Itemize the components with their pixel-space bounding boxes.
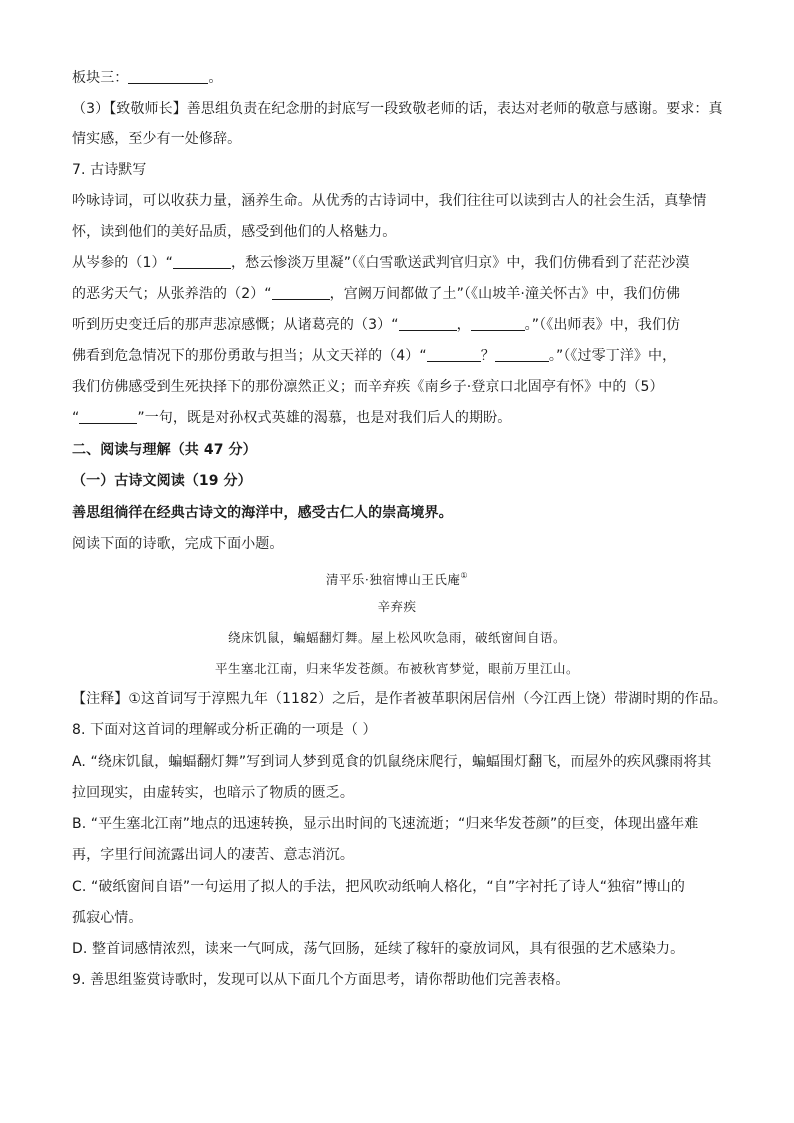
q8-option-b-line1[interactable]: B. “平生塞北江南”地点的迅速转换，显示出时间的飞速流逝；“归来华发苍颜”的巨变，体现出盛年难: [72, 816, 699, 832]
answer-blank-4b[interactable]: [495, 347, 549, 362]
poem-line1: 绕床饥鼠，蝙蝠翻灯舞。屋上松风吹急雨，破纸窗间自语。: [227, 630, 566, 645]
answer-blank-2[interactable]: [272, 285, 330, 300]
q7-title: 7. 古诗默写: [72, 162, 147, 178]
q8-option-d[interactable]: D. 整首词感情浓烈，读来一气呵成，荡气回肠，延续了稼轩的豪放词风，具有很强的艺术感染力。: [72, 941, 685, 957]
poem-note: 【注释】①这首词写于淳熙九年（1182）之后，是作者被革职闲居信州（今江西上饶）带湖时期的作品。: [72, 691, 727, 707]
q7-line4: 佛看到危急情况下的那份勇敢与担当；从文天祥的（4）“ ？ 。”（《过零丁洋》中，: [72, 348, 677, 364]
answer-blank-3a[interactable]: [399, 316, 457, 331]
q8-option-a-line1[interactable]: A. “绕床饥鼠，蝙蝠翻灯舞”写到词人梦到觅食的饥鼠绕床爬行，蝙蝠围灯翻飞，而屋外的疾风骤雨将其: [72, 754, 712, 770]
q7-line6: “ ”一句，既是对孙权式英雄的渴慕，也是对我们后人的期盼。: [72, 410, 512, 426]
q6-3-line2: 情实感，至少有一处修辞。: [72, 131, 242, 147]
q7-line5: 我们仿佛感受到生死抉择下的那份凛然正义；而辛弃疾《南乡子·登京口北固亭有怀》中的（5）: [72, 379, 664, 395]
block3-label: 板块三：: [72, 70, 129, 86]
section-heading: 二、阅读与理解（共 47 分）: [72, 442, 257, 458]
poem-line2: 平生塞北江南，归来华发苍颜。布被秋宵梦觉，眼前万里江山。: [214, 661, 579, 676]
q8-stem: 8. 下面对这首词的理解或分析正确的一项是（ ）: [72, 722, 377, 738]
q8-option-a-line2[interactable]: 拉回现实，由虚转实，也暗示了物质的匮乏。: [72, 785, 354, 801]
q7-line1: 从岑参的（1）“ ，愁云惨淡万里凝”（《白雪歌送武判官归京》中，我们仿佛看到了茫茫沙漠: [72, 255, 690, 271]
answer-blank-3b[interactable]: [471, 316, 525, 331]
answer-blank[interactable]: [128, 69, 208, 84]
block3-line: 板块三： 。: [72, 70, 223, 86]
footnote-marker: ①: [460, 571, 469, 580]
answer-blank-5[interactable]: [79, 409, 137, 424]
q7-line2: 的恶劣天气；从张养浩的（2）“ ，宫阙万间都做了土”（《山坡羊·潼关怀古》中，我们仿佛: [72, 286, 681, 302]
q8-option-b-line2[interactable]: 再，字里行间流露出词人的凄苦、意志消沉。: [72, 847, 354, 863]
poem-author: 辛弃疾: [377, 599, 417, 614]
q8-option-c-line1[interactable]: C. “破纸窗间自语”一句运用了拟人的手法，把风吹动纸响人格化，“自”字衬托了诗人“独宿”博山的: [72, 879, 685, 895]
section-slogan: 善思组徜徉在经典古诗文的海洋中，感受古仁人的崇高境界。: [72, 505, 453, 521]
reading-instruction: 阅读下面的诗歌，完成下面小题。: [72, 536, 284, 552]
q9-stem: 9. 善思组鉴赏诗歌时，发现可以从下面几个方面思考，请你帮助他们完善表格。: [72, 972, 570, 988]
q8-option-c-line2[interactable]: 孤寂心情。: [72, 910, 143, 926]
answer-blank-1[interactable]: [173, 254, 231, 269]
poem-title: 清平乐·独宿博山王氏庵①: [325, 571, 469, 587]
q7-intro-line1: 吟咏诗词，可以收获力量，涵养生命。从优秀的古诗词中，我们往往可以读到古人的社会生活，真挚情: [72, 193, 707, 209]
q7-line3: 听到历史变迁后的那声悲凉感慨；从诸葛亮的（3）“ ， 。”（《出师表》中，我们仿: [72, 317, 681, 333]
answer-blank-4a[interactable]: [427, 347, 481, 362]
q6-3-line1: （3）【致敬师长】善思组负责在纪念册的封底写一段致敬老师的话，表达对老师的敬意与感谢。要求：真: [72, 101, 723, 117]
subsection-heading: （一）古诗文阅读（19 分）: [72, 473, 252, 489]
q7-intro-line2: 怀，读到他们的美好品质，感受到他们的人格魅力。: [72, 224, 397, 240]
